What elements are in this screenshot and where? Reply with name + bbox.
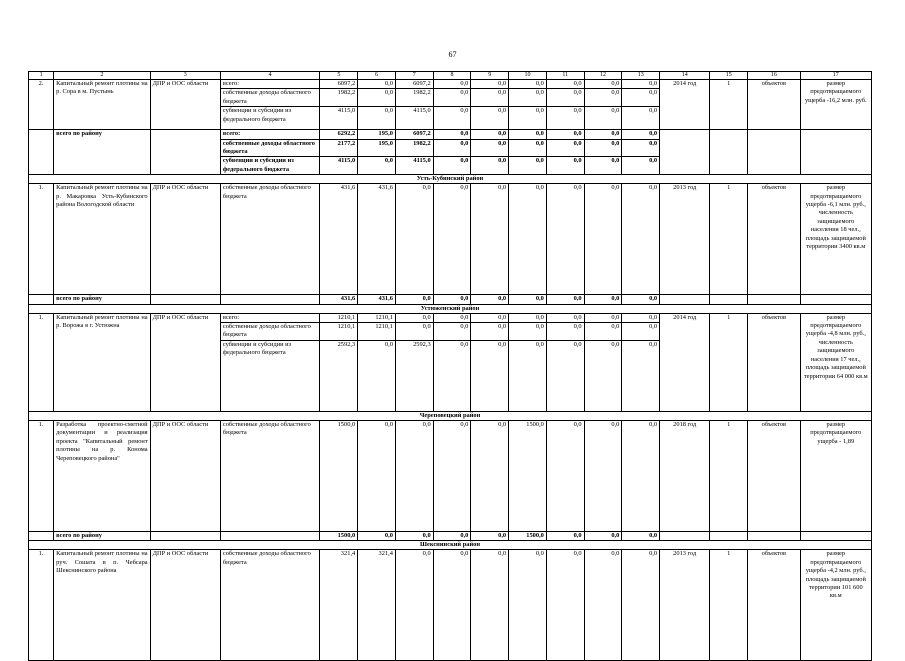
expected-result: размер предотвращаемого ущерба -4,8 млн. руб., численность защищаемого населения 17 чел., площадь защищаемой территории 64 000 кв.м	[800, 313, 871, 411]
amount-cell: 0,0	[395, 323, 433, 341]
total-number	[29, 531, 54, 540]
total-amount-cell: 6097,2	[395, 130, 433, 139]
project-name: Разработка проектно-сметной документации и реализация проекта "Капитальный ремонт плотины на р. Конома Череповецкого района"	[54, 420, 150, 531]
project-row	[29, 184, 872, 295]
expected-result: размер предотвращаемого ущерба - 1,89	[800, 420, 871, 531]
total-amount-cell: 0,0	[433, 295, 471, 304]
amount-cell: 0,0	[509, 89, 547, 107]
column-number-header: 9	[471, 72, 509, 80]
funding-source: собственные доходы областного бюджета	[220, 139, 320, 157]
indicator-unit: объектов	[748, 420, 800, 531]
amount-cell: 0,0	[471, 80, 509, 89]
total-amount-cell: 0,0	[433, 531, 471, 540]
amount-cell: 0,0	[584, 340, 622, 411]
total-amount-cell: 0,0	[471, 295, 509, 304]
amount-cell: 0,0	[546, 107, 584, 130]
project-name: Капитальный ремонт плотины на р. Макаровка Усть-Кубинского района Вологодской области	[54, 184, 150, 295]
district-total-row	[29, 531, 872, 540]
amount-cell: 0,0	[358, 80, 396, 89]
total-amount-cell: 6292,2	[320, 130, 358, 139]
empty-cell	[748, 531, 800, 540]
total-amount-cell: 0,0	[471, 139, 509, 157]
amount-cell: 0,0	[395, 313, 433, 322]
amount-cell: 0,0	[433, 89, 471, 107]
empty-cell	[710, 130, 748, 175]
page-number: 67	[448, 50, 457, 59]
column-number-header: 1	[29, 72, 54, 80]
indicator-unit: объектов	[748, 80, 800, 130]
funding-source: собственные доходы областного бюджета	[220, 323, 320, 341]
column-number-header: 16	[748, 72, 800, 80]
column-number-header: 10	[509, 72, 547, 80]
amount-cell: 0,0	[546, 550, 584, 661]
amount-cell: 0,0	[433, 184, 471, 295]
amount-cell: 0,0	[471, 89, 509, 107]
expected-result: размер предотвращаемого ущерба -4,2 млн. руб., площадь защищаемой территории 101 600 кв.м	[800, 550, 871, 661]
indicator-count: 1	[710, 80, 748, 130]
total-amount-cell: 1982,2	[395, 139, 433, 157]
total-amount-cell: 0,0	[546, 139, 584, 157]
amount-cell: 4115,0	[395, 107, 433, 130]
amount-cell: 0,0	[433, 107, 471, 130]
total-amount-cell: 0,0	[509, 130, 547, 139]
empty-cell	[710, 295, 748, 304]
amount-cell: 1210,1	[320, 323, 358, 341]
amount-cell: 0,0	[509, 340, 547, 411]
empty-cell	[800, 130, 871, 175]
total-amount-cell: 0,0	[584, 531, 622, 540]
district-total-row	[29, 295, 872, 304]
amount-cell: 0,0	[395, 184, 433, 295]
amount-cell: 0,0	[622, 323, 660, 341]
amount-cell: 0,0	[471, 313, 509, 322]
amount-cell: 0,0	[509, 313, 547, 322]
amount-cell: 0,0	[471, 550, 509, 661]
column-number-header: 13	[622, 72, 660, 80]
total-amount-cell: 0,0	[395, 531, 433, 540]
amount-cell: 0,0	[546, 184, 584, 295]
total-amount-cell: 1500,0	[320, 531, 358, 540]
amount-cell: 1210,1	[320, 313, 358, 322]
funding-source: собственные доходы областного бюджета	[220, 184, 320, 295]
financing-table	[28, 71, 872, 661]
project-row	[29, 550, 872, 661]
total-amount-cell: 0,0	[584, 130, 622, 139]
amount-cell: 0,0	[358, 107, 396, 130]
column-number-header: 5	[320, 72, 358, 80]
amount-cell: 0,0	[584, 89, 622, 107]
implementation-period: 2013 год	[660, 550, 710, 661]
amount-cell: 0,0	[546, 313, 584, 322]
amount-cell: 0,0	[433, 340, 471, 411]
district-total-label: всего по району	[54, 130, 150, 175]
amount-cell: 1500,0	[320, 420, 358, 531]
total-amount-cell: 431,6	[358, 295, 396, 304]
amount-cell: 0,0	[622, 89, 660, 107]
amount-cell: 0,0	[433, 550, 471, 661]
total-amount-cell: 0,0	[509, 139, 547, 157]
total-amount-cell: 0,0	[433, 157, 471, 175]
total-amount-cell: 0,0	[622, 139, 660, 157]
amount-cell: 0,0	[433, 420, 471, 531]
district-row	[29, 175, 872, 184]
total-amount-cell: 0,0	[546, 295, 584, 304]
executor: ДПР и ООС области	[150, 184, 220, 295]
amount-cell: 0,0	[584, 107, 622, 130]
empty-cell	[660, 531, 710, 540]
amount-cell: 0,0	[584, 80, 622, 89]
amount-cell: 0,0	[509, 107, 547, 130]
amount-cell: 6097,2	[320, 80, 358, 89]
implementation-period: 2018 год	[660, 420, 710, 531]
amount-cell: 0,0	[358, 340, 396, 411]
total-amount-cell: 0,0	[622, 157, 660, 175]
total-executor	[150, 531, 220, 540]
indicator-count: 1	[710, 313, 748, 411]
district-row	[29, 411, 872, 420]
indicator-count: 1	[710, 550, 748, 661]
indicator-count: 1	[710, 420, 748, 531]
total-amount-cell: 0,0	[471, 531, 509, 540]
project-name: Капитальный ремонт плотины на руч. Сошата в п. Чебсара Шекснинского района	[54, 550, 150, 661]
project-number: 1.	[29, 313, 54, 411]
district-name: Шекснинский район	[29, 541, 872, 550]
amount-cell: 0,0	[584, 323, 622, 341]
district-name: Устюженский район	[29, 304, 872, 313]
empty-cell	[660, 130, 710, 175]
total-amount-cell: 0,0	[509, 295, 547, 304]
amount-cell: 0,0	[584, 420, 622, 531]
total-amount-cell: 0,0	[358, 157, 396, 175]
empty-cell	[660, 295, 710, 304]
amount-cell: 2592,3	[320, 340, 358, 411]
total-amount-cell: 0,0	[584, 139, 622, 157]
empty-cell	[800, 531, 871, 540]
amount-cell: 0,0	[471, 323, 509, 341]
amount-cell: 1982,2	[395, 89, 433, 107]
column-number-header: 7	[395, 72, 433, 80]
amount-cell: 0,0	[584, 550, 622, 661]
project-row	[29, 313, 872, 322]
amount-cell: 0,0	[358, 89, 396, 107]
implementation-period: 2013 год	[660, 184, 710, 295]
total-amount-cell: 0,0	[395, 295, 433, 304]
amount-cell: 0,0	[471, 420, 509, 531]
column-number-header: 17	[800, 72, 871, 80]
amount-cell: 1982,2	[320, 89, 358, 107]
amount-cell: 0,0	[622, 184, 660, 295]
total-amount-cell: 0,0	[622, 130, 660, 139]
amount-cell: 0,0	[509, 550, 547, 661]
funding-source: собственные доходы областного бюджета	[220, 550, 320, 661]
total-amount-cell: 0,0	[622, 531, 660, 540]
amount-cell: 0,0	[584, 313, 622, 322]
total-amount-cell: 0,0	[433, 130, 471, 139]
expected-result: размер предотвращаемого ущерба -6,1 млн. руб., численность защищаемого населения 18 чел., площадь защищаемой территории 3400 кв.м	[800, 184, 871, 295]
funding-source	[220, 531, 320, 540]
district-row	[29, 304, 872, 313]
executor: ДПР и ООС области	[150, 80, 220, 130]
amount-cell: 0,0	[395, 420, 433, 531]
amount-cell: 0,0	[546, 340, 584, 411]
amount-cell: 6097,2	[395, 80, 433, 89]
amount-cell: 0,0	[433, 80, 471, 89]
column-number-header: 2	[54, 72, 150, 80]
funding-source: субвенции и субсидии из федерального бюджета	[220, 340, 320, 411]
amount-cell: 0,0	[471, 184, 509, 295]
total-amount-cell: 4115,0	[320, 157, 358, 175]
amount-cell: 0,0	[622, 550, 660, 661]
total-executor	[150, 130, 220, 175]
amount-cell: 1500,0	[509, 420, 547, 531]
total-amount-cell: 0,0	[622, 295, 660, 304]
amount-cell: 0,0	[546, 420, 584, 531]
amount-cell: 431,6	[320, 184, 358, 295]
amount-cell: 321,4	[320, 550, 358, 661]
executor: ДПР и ООС области	[150, 313, 220, 411]
amount-cell: 0,0	[471, 107, 509, 130]
amount-cell: 0,0	[433, 323, 471, 341]
empty-cell	[748, 295, 800, 304]
column-number-header: 15	[710, 72, 748, 80]
project-number: 1.	[29, 420, 54, 531]
district-name: Усть-Кубинский район	[29, 175, 872, 184]
funding-source: всего:	[220, 80, 320, 89]
district-total-label: всего по району	[54, 531, 150, 540]
amount-cell: 0,0	[509, 80, 547, 89]
implementation-period: 2014 год	[660, 80, 710, 130]
funding-source	[220, 295, 320, 304]
project-row	[29, 80, 872, 89]
empty-cell	[748, 130, 800, 175]
total-amount-cell: 0,0	[584, 157, 622, 175]
amount-cell: 1210,1	[358, 313, 396, 322]
executor: ДПР и ООС области	[150, 550, 220, 661]
column-number-header: 6	[358, 72, 396, 80]
column-number-header: 11	[546, 72, 584, 80]
funding-source: субвенции и субсидии из федерального бюджета	[220, 107, 320, 130]
indicator-unit: объектов	[748, 313, 800, 411]
total-amount-cell: 4115,0	[395, 157, 433, 175]
amount-cell: 0,0	[546, 89, 584, 107]
indicator-count: 1	[710, 184, 748, 295]
total-amount-cell: 0,0	[471, 157, 509, 175]
total-amount-cell: 0,0	[471, 130, 509, 139]
indicator-unit: объектов	[748, 550, 800, 661]
column-number-header: 3	[150, 72, 220, 80]
total-amount-cell: 0,0	[509, 157, 547, 175]
amount-cell: 321,4	[358, 550, 396, 661]
project-name: Капитальный ремонт плотины на р. Сора в м. Пустынь	[54, 80, 150, 130]
amount-cell: 2592,3	[395, 340, 433, 411]
column-number-header: 12	[584, 72, 622, 80]
amount-cell: 0,0	[584, 184, 622, 295]
total-amount-cell: 0,0	[433, 139, 471, 157]
district-row	[29, 541, 872, 550]
total-amount-cell: 0,0	[546, 130, 584, 139]
total-amount-cell: 0,0	[546, 157, 584, 175]
amount-cell: 0,0	[433, 313, 471, 322]
amount-cell: 0,0	[622, 107, 660, 130]
total-amount-cell: 0,0	[358, 531, 396, 540]
amount-cell: 0,0	[509, 323, 547, 341]
amount-cell: 0,0	[546, 80, 584, 89]
project-number: 1.	[29, 550, 54, 661]
total-number	[29, 295, 54, 304]
project-number: 2.	[29, 80, 54, 130]
total-amount-cell: 195,0	[358, 139, 396, 157]
column-number-header: 14	[660, 72, 710, 80]
amount-cell: 4115,0	[320, 107, 358, 130]
district-name: Череповецкий район	[29, 411, 872, 420]
amount-cell: 0,0	[509, 184, 547, 295]
project-row	[29, 420, 872, 531]
amount-cell: 0,0	[622, 420, 660, 531]
district-total-label: всего по району	[54, 295, 150, 304]
amount-cell: 0,0	[622, 340, 660, 411]
implementation-period: 2014 год	[660, 313, 710, 411]
total-amount-cell: 195,0	[358, 130, 396, 139]
expected-result: размер предотвращаемого ущерба -16,2 млн. руб.	[800, 80, 871, 130]
total-amount-cell: 0,0	[584, 295, 622, 304]
total-amount-cell: 2177,2	[320, 139, 358, 157]
column-number-header: 4	[220, 72, 320, 80]
empty-cell	[710, 531, 748, 540]
amount-cell: 0,0	[395, 550, 433, 661]
funding-source: всего:	[220, 313, 320, 322]
total-amount-cell: 431,6	[320, 295, 358, 304]
total-amount-cell: 1500,0	[509, 531, 547, 540]
project-number: 1.	[29, 184, 54, 295]
header-row	[29, 72, 872, 80]
total-amount-cell: 0,0	[546, 531, 584, 540]
empty-cell	[800, 295, 871, 304]
funding-source: субвенции и субсидии из федерального бюджета	[220, 157, 320, 175]
project-name: Капитальный ремонт плотины на р. Ворожа в г. Устюжна	[54, 313, 150, 411]
amount-cell: 0,0	[546, 323, 584, 341]
funding-source: собственные доходы областного бюджета	[220, 89, 320, 107]
executor: ДПР и ООС области	[150, 420, 220, 531]
amount-cell: 0,0	[358, 420, 396, 531]
amount-cell: 1210,1	[358, 323, 396, 341]
amount-cell: 431,6	[358, 184, 396, 295]
funding-source: собственные доходы областного бюджета	[220, 420, 320, 531]
district-total-row	[29, 130, 872, 139]
funding-source: всего:	[220, 130, 320, 139]
amount-cell: 0,0	[471, 340, 509, 411]
column-number-header: 8	[433, 72, 471, 80]
amount-cell: 0,0	[622, 313, 660, 322]
total-executor	[150, 295, 220, 304]
indicator-unit: объектов	[748, 184, 800, 295]
total-number	[29, 130, 54, 175]
amount-cell: 0,0	[622, 80, 660, 89]
